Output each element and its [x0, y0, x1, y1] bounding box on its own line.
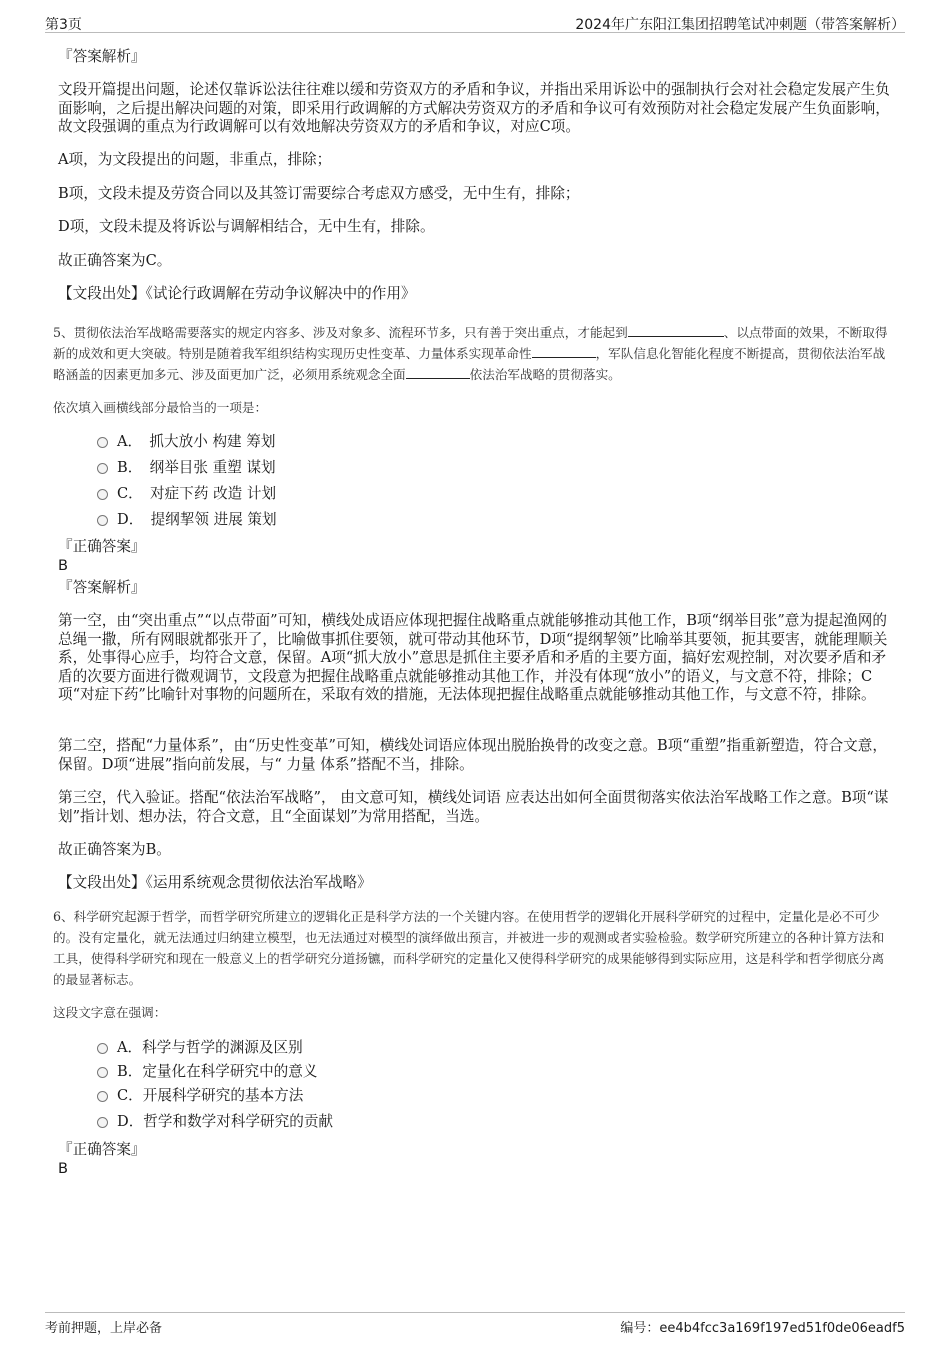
q5-prompt: 依次填入画横线部分最恰当的一项是：: [53, 400, 268, 415]
radio-icon[interactable]: [97, 1091, 108, 1102]
document-title: 2024年广东阳江集团招聘笔试冲刺题（带答案解析）: [575, 17, 905, 33]
q5-option-d[interactable]: D． 提纲挈领 进展 策划: [97, 510, 277, 530]
q5-correct-answer: B: [58, 557, 69, 574]
radio-icon[interactable]: [97, 463, 108, 474]
q5-analysis-paragraph-1: 第一空，由“突出重点”“以点带面”可知，横线处成语应体现把握住战略重点就能够推动其他工作，B项“纲举目张”意为提起渔网的总绳一撒，所有网眼就都张开了，比喻做事抓住要领，就可带动其他环节，D项“提纲挈领”比喻举其要领，扼其要害，就能理顺关系，处事得心应手，均符合文意，保留。A项“抓大放小”意思是抓住主要矛盾和矛盾的主要方面，搞好宏观控制，对次要矛盾和矛盾的次要方面进行微观调节，文段意为把握住战略重点就能够推动其他工作，并没有体现“放小”的语义，与文意不符，排除；C项“对症下药”比喻针对事物的问题所在，采取有效的措施，无法体现把握住战略重点就能够推动其他工作，与文意不符，排除。: [58, 612, 888, 703]
q5-analysis-paragraph-3: 第三空，代入验证。搭配“依法治军战略”， 由文意可知，横线处词语 应表达出如何全面贯彻落实依法治军战略工作之意。B项“谋划”指计划、想办法，符合文意，且“全面谋划”为常用搭配，当选。: [58, 789, 889, 825]
q5-blank-1: [628, 323, 724, 337]
q5-blank-3: [406, 365, 470, 379]
q6-option-b[interactable]: B．定量化在科学研究中的意义: [97, 1062, 317, 1082]
radio-icon[interactable]: [97, 1117, 108, 1128]
q5-conclusion: 故正确答案为B。: [58, 841, 171, 858]
q4-analysis-label: 『答案解析』: [58, 48, 146, 65]
q6-correct-answer: B: [58, 1160, 69, 1177]
q6-option-a[interactable]: A．科学与哲学的渊源及区别: [97, 1038, 303, 1058]
q6-question-text: 6、科学研究起源于哲学，而哲学研究所建立的逻辑化正是科学方法的一个关键内容。在使用哲学的逻辑化开展科学研究的过程中，定量化是必不可少的。没有定量化，就无法通过归纳建立模型，也无法通过对模型的演绎做出预言，并被进一步的观测或者实验检验。数学研究所建立的各种计算方法和工具，使得科学研究和现在一般意义上的哲学研究分道扬镳，而科学研究的定量化又使得科学研究的成果能够得到实际应用，这是科学和哲学彻底分离的最显著标志。: [53, 909, 885, 987]
radio-icon[interactable]: [97, 437, 108, 448]
q5-option-b[interactable]: B． 纲举目张 重塑 谋划: [97, 458, 276, 478]
page-footer: [45, 1312, 905, 1335]
q6-prompt: 这段文字意在强调：: [53, 1005, 167, 1020]
footer-slogan: 考前押题，上岸必备: [45, 1321, 163, 1336]
q5-option-c[interactable]: C． 对症下药 改造 计划: [97, 484, 276, 504]
q5-analysis-label: 『答案解析』: [58, 579, 146, 596]
radio-icon[interactable]: [97, 489, 108, 500]
document-id: 编号：ee4b4fcc3a169f197ed51f0de06eadf5: [620, 1321, 905, 1336]
page-header: [45, 12, 905, 33]
q4-analysis-option-d: D项，文段未提及将诉讼与调解相结合，无中生有，排除。: [58, 218, 435, 235]
radio-icon[interactable]: [97, 1043, 108, 1054]
q5-correct-label: 『正确答案』: [58, 538, 146, 555]
q4-source: 【文段出处】《试论行政调解在劳动争议解决中的作用》: [58, 285, 416, 302]
radio-icon[interactable]: [97, 1067, 108, 1078]
page-number: 第3页: [45, 17, 82, 33]
q4-analysis-option-a: A项，为文段提出的问题，非重点，排除；: [58, 151, 332, 168]
q5-analysis-paragraph-2: 第二空，搭配“力量体系”，由“历史性变革”可知，横线处词语应体现出脱胎换骨的改变之意。B项“重塑”指重新塑造，符合文意，保留。D项“进展”指向前发展，与“ 力量 体系”搭配不当，排除。: [58, 737, 887, 773]
q4-analysis-option-b: B项，文段未提及劳资合同以及其签订需要综合考虑双方感受，无中生有，排除；: [58, 185, 580, 202]
q6-option-d[interactable]: D．哲学和数学对科学研究的贡献: [97, 1112, 333, 1132]
radio-icon[interactable]: [97, 515, 108, 526]
q4-conclusion: 故正确答案为C。: [58, 252, 172, 269]
q6-correct-label: 『正确答案』: [58, 1141, 146, 1158]
q5-blank-2: [532, 344, 596, 358]
q5-option-a[interactable]: A． 抓大放小 构建 筹划: [97, 432, 275, 452]
q5-source: 【文段出处】《运用系统观念贯彻依法治军战略》: [58, 874, 372, 891]
q6-option-c[interactable]: C．开展科学研究的基本方法: [97, 1086, 303, 1106]
q5-question-text: 5、贯彻依法治军战略需要落实的规定内容多、涉及对象多、流程环节多，只有善于突出重点，才能起到 、以点带面的效果，不断取得新的成效和更大突破。特别是随着我军组织结构实现历史性变革、力量体系实现革命性 ，军队信息化智能化程度不断提高，贯彻依法治军战略涵盖的因素更加多元、涉及面更加广泛，必须用系统观念全面 依法治军战略的贯彻落实。: [53, 325, 888, 382]
q4-analysis-paragraph: 文段开篇提出问题，论述仅靠诉讼法往往难以缓和劳资双方的矛盾和争议，并指出采用诉讼中的强制执行会对社会稳定发展产生负面影响，之后提出解决问题的对策，即采用行政调解的方式解决劳资双方的矛盾和争议可有效预防对社会稳定发展产生负面影响，故文段强调的重点为行政调解可以有效地解决劳资双方的矛盾和争议，对应C项。: [58, 81, 890, 135]
